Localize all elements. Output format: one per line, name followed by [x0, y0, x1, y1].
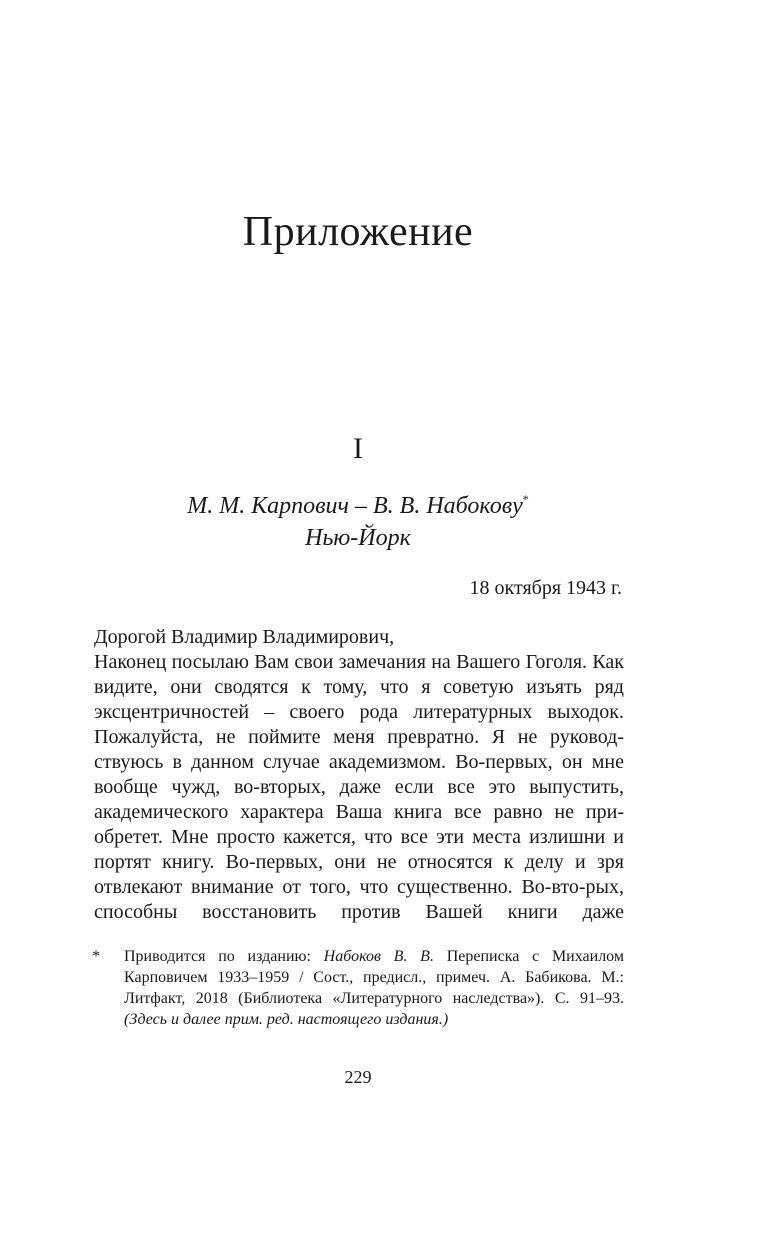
letter-date: 18 октября 1943 г.: [469, 577, 622, 599]
letter-greeting: Дорогой Владимир Владимирович,: [94, 626, 395, 648]
footnote-author: Набоков В. В.: [323, 948, 434, 965]
footnote-editor-note: (Здесь и далее прим. ред. настоящего издания.): [124, 1011, 449, 1028]
letter-place: Нью-Йорк: [305, 525, 411, 551]
footnote: [92, 946, 624, 1030]
letter-heading: [0, 490, 716, 554]
footnote-reference: *: [522, 492, 529, 506]
footnote-citation: Переписка с Михаилом Карповичем 1933–1959 / Сост., предисл., примеч. А. Бабикова. М.: Литфакт, 2018 (Библиотека «Литературного наследства»). С. 91–93.: [124, 948, 625, 1007]
letter-paragraph: Наконец посылаю Вам свои замечания на Вашего Гоголя. Как видите, они сводятся к тому, что я советую изъять ряд эксцентричностей – своего рода литературных выходок. Пожалуйста, не поймите меня превратно. Я не руковод-ствуюсь в данном случае академизмом. Во-первых, он мне вообще чужд, во-вторых, даже если все это выпустить, академического характера Ваша книга все равно не при-обретет. Мне просто кажется, что все эти места излишни и портят книгу. Во-первых, они не относятся к делу и зря отвлекают внимание от того, что существенно. Во-вто-рых, способны восстановить против Вашей книги даже: [94, 651, 624, 923]
correspondents: М. М. Карпович – В. В. Набокову: [187, 493, 523, 519]
page-number: 229: [344, 1067, 372, 1087]
footnote-text: [124, 946, 624, 1030]
chapter-title: Приложение: [242, 209, 474, 255]
letter-body: [94, 625, 624, 925]
footnote-mark: *: [92, 948, 100, 965]
footnote-lead: Приводится по изданию:: [124, 948, 324, 965]
section-number: I: [353, 432, 363, 465]
